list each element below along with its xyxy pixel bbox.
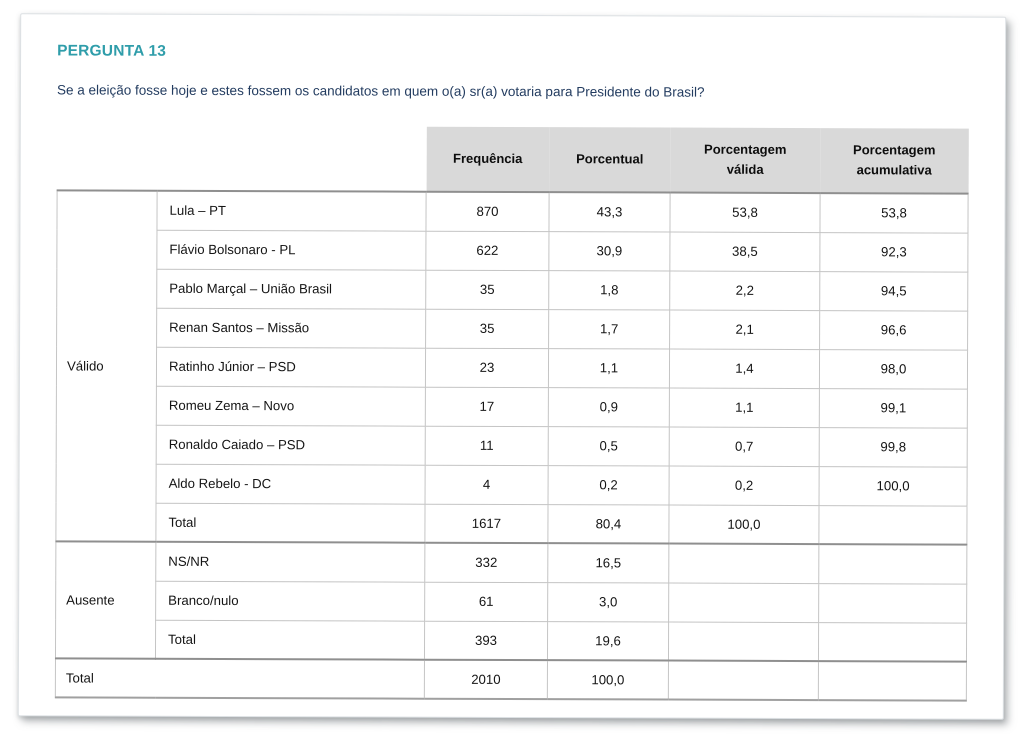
row-label-cell: Total xyxy=(156,503,425,543)
valid-percent-cell xyxy=(668,622,818,662)
row-label-cell: Total xyxy=(155,620,424,660)
cumulative-percent-cell: 96,6 xyxy=(820,310,968,350)
table-row xyxy=(57,307,968,349)
valid-percent-cell: 1,4 xyxy=(669,349,819,389)
cumulative-percent-cell xyxy=(818,661,966,701)
valid-percent-cell xyxy=(668,661,818,701)
cumulative-percent-cell: 99,8 xyxy=(819,427,967,467)
cumulative-percent-cell xyxy=(819,583,967,623)
table-row xyxy=(56,424,967,466)
table-row xyxy=(56,346,967,388)
percent-cell: 0,9 xyxy=(548,387,669,426)
valid-percent-cell: 0,7 xyxy=(669,427,819,467)
percent-cell: 43,3 xyxy=(549,192,670,231)
grand-total-row xyxy=(55,658,966,700)
percent-cell: 100,0 xyxy=(547,660,668,699)
table-row xyxy=(56,502,967,544)
header-spacer-cell xyxy=(57,125,426,191)
valid-percent-cell xyxy=(669,544,819,584)
valid-percent-cell: 2,1 xyxy=(670,310,820,350)
row-label-cell: Renan Santos – Missão xyxy=(157,308,426,348)
cumulative-percent-cell: 94,5 xyxy=(820,271,968,311)
row-label-cell: Ronaldo Caiado – PSD xyxy=(156,425,425,465)
row-label-cell: Branco/nulo xyxy=(156,581,425,621)
percent-cell: 0,2 xyxy=(548,465,669,504)
cumulative-percent-cell xyxy=(819,505,967,545)
row-label-cell: Pablo Marçal – União Brasil xyxy=(157,269,426,309)
frequency-cell: 332 xyxy=(425,543,548,582)
row-label-cell: Romeu Zema – Novo xyxy=(156,386,425,426)
percent-cell: 3,0 xyxy=(548,582,669,621)
survey-question-text: Se a eleição fosse hoje e estes fossem os candidatos em quem o(a) sr(a) votaria para Presidente do Brasil? xyxy=(56,82,705,100)
percent-cell: 0,5 xyxy=(548,426,669,465)
valid-percent-cell: 1,1 xyxy=(669,388,819,428)
table-body xyxy=(55,190,968,700)
cumulative-percent-cell: 92,3 xyxy=(820,232,968,272)
cumulative-percent-cell: 100,0 xyxy=(819,466,967,506)
group-label-cell: Válido xyxy=(56,190,157,541)
percent-cell: 30,9 xyxy=(549,231,670,270)
frequency-cell: 23 xyxy=(425,348,548,387)
valid-percent-cell xyxy=(669,583,819,623)
frequency-cell: 35 xyxy=(426,270,549,309)
table-row xyxy=(57,229,968,271)
percent-cell: 80,4 xyxy=(548,504,669,543)
row-label-cell: Flávio Bolsonaro - PL xyxy=(157,230,426,270)
table-row xyxy=(55,619,966,661)
frequency-cell: 17 xyxy=(425,387,548,426)
frequency-table xyxy=(55,125,969,701)
cumulative-percent-cell xyxy=(818,622,966,662)
header-cumulative-percent: Porcentagem acumulativa xyxy=(820,128,968,194)
valid-percent-cell: 0,2 xyxy=(669,466,819,506)
valid-percent-cell: 38,5 xyxy=(670,232,820,272)
percent-cell: 1,7 xyxy=(549,309,670,348)
valid-percent-cell: 53,8 xyxy=(670,193,820,233)
frequency-cell: 1617 xyxy=(425,504,548,543)
frequency-cell: 35 xyxy=(426,309,549,348)
table-row xyxy=(56,580,967,622)
percent-cell: 1,1 xyxy=(548,348,669,387)
frequency-cell: 2010 xyxy=(424,660,547,699)
row-label-cell: Lula – PT xyxy=(157,191,426,231)
cumulative-percent-cell: 53,8 xyxy=(820,193,968,233)
valid-percent-cell: 2,2 xyxy=(670,271,820,311)
frequency-cell: 622 xyxy=(426,231,549,270)
row-label-cell: NS/NR xyxy=(156,542,425,582)
table-row xyxy=(56,463,967,505)
grand-total-label-cell: Total xyxy=(55,658,424,698)
row-label-cell: Aldo Rebelo - DC xyxy=(156,464,425,504)
percent-cell: 19,6 xyxy=(547,621,668,660)
frequency-cell: 870 xyxy=(426,192,549,231)
table-header xyxy=(57,125,968,193)
percent-cell: 16,5 xyxy=(548,543,669,582)
document-page xyxy=(18,13,1006,719)
cumulative-percent-cell: 99,1 xyxy=(819,388,967,428)
group-label-cell: Ausente xyxy=(55,541,155,658)
frequency-cell: 11 xyxy=(425,426,548,465)
table-row xyxy=(56,385,967,427)
page-content xyxy=(19,14,1005,701)
valid-percent-cell: 100,0 xyxy=(669,505,819,545)
frequency-cell: 61 xyxy=(425,582,548,621)
header-valid-percent: Porcentagem válida xyxy=(670,128,820,194)
percent-cell: 1,8 xyxy=(549,270,670,309)
row-label-cell: Ratinho Júnior – PSD xyxy=(156,347,425,387)
page-title: PERGUNTA 13 xyxy=(57,42,167,60)
frequency-cell: 4 xyxy=(425,465,548,504)
cumulative-percent-cell xyxy=(819,544,967,584)
table-row xyxy=(56,541,967,583)
frequency-cell: 393 xyxy=(424,621,547,660)
cumulative-percent-cell: 98,0 xyxy=(819,349,967,389)
header-percent: Porcentual xyxy=(549,127,670,192)
header-row xyxy=(57,125,968,193)
header-frequency: Frequência xyxy=(426,127,549,192)
table-row xyxy=(57,190,968,232)
table-row xyxy=(57,268,968,310)
